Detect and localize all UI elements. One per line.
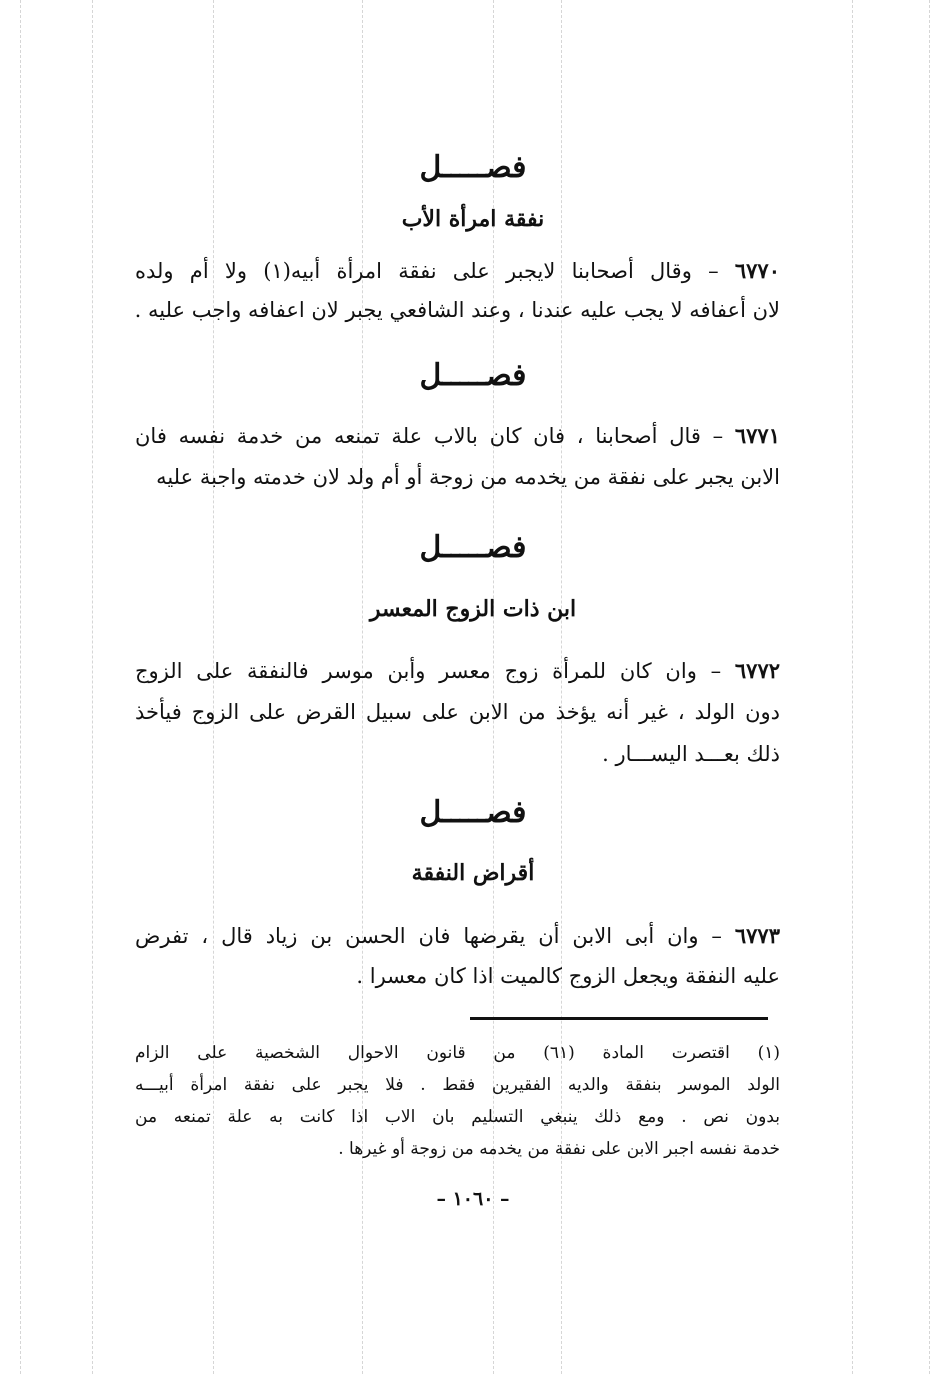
paragraph-text: – وقال أصحابنا لايجبر على نفقة امرأة أبيه(١) ولا أم ولده — [135, 259, 719, 283]
footnote-line: الولد الموسر بنفقة والديه الفقيرين فقط . فلا يجبر على نفقة امرأة أبيـــه — [135, 1075, 780, 1095]
paragraph-line: عليه النفقة ويجعل الزوج كالميت اذا كان معسرا . — [356, 964, 780, 988]
footnote-line: (١) اقتصرت المادة (٦١) من قانون الاحوال الشخصية على الزام — [135, 1043, 780, 1063]
paragraph-line — [135, 658, 780, 683]
paragraph-line: لان أعفافه لا يجب عليه عندنا ، وعند الشافعي يجبر لان اعفافه واجب عليه . — [134, 298, 780, 322]
paragraph-line — [135, 423, 780, 448]
footnote-separator — [470, 1017, 768, 1020]
paragraph-number: ٦٧٧٢ — [734, 658, 781, 683]
paragraph-line: ذلك بعـــد اليســـار . — [602, 742, 780, 766]
footnote-line: بدون نص . ومع ذلك ينبغي التسليم بان الاب اذا كانت به علة تمنعه من — [135, 1107, 780, 1127]
paragraph-text: – قال أصحابنا ، فان كان بالاب علة تمنعه من خدمة نفسه فان — [135, 424, 724, 448]
paragraph-line — [135, 923, 780, 948]
section-subtitle: ابن ذات الزوج المعسر — [369, 596, 577, 622]
footnote-line: خدمة نفسه اجبر الابن على نفقة من يخدمه من زوجة أو غيرها . — [338, 1139, 780, 1159]
section-heading: فصـــــل — [419, 358, 527, 393]
paragraph-number: ٦٧٧١ — [734, 423, 780, 448]
paragraph-text: – وان كان للمرأة زوج معسر وأبن موسر فالنفقة على الزوج — [135, 659, 722, 683]
paragraph-number: ٦٧٧٠ — [734, 258, 780, 283]
section-heading: فصـــــل — [419, 795, 527, 830]
page-number: – ١٠٦٠ – — [436, 1188, 510, 1210]
section-heading: فصـــــل — [419, 530, 527, 565]
paragraph-number: ٦٧٧٣ — [734, 923, 780, 948]
section-subtitle: أقراض النفقة — [411, 860, 535, 886]
section-subtitle: نفقة امرأة الأب — [401, 206, 545, 232]
paragraph-line: الابن يجبر على نفقة من يخدمه من زوجة أو أم ولد لان خدمته واجبة عليه — [156, 465, 780, 489]
paragraph-line: دون الولد ، غير أنه يؤخذ من الابن على سبيل القرض على الزوج فيأخذ — [135, 700, 780, 724]
paragraph-text: – وان أبى الابن أن يقرضها فان الحسن بن زياد قال ، تفرض — [135, 924, 722, 948]
section-heading: فصـــــل — [419, 150, 527, 185]
paragraph-line — [135, 258, 780, 283]
